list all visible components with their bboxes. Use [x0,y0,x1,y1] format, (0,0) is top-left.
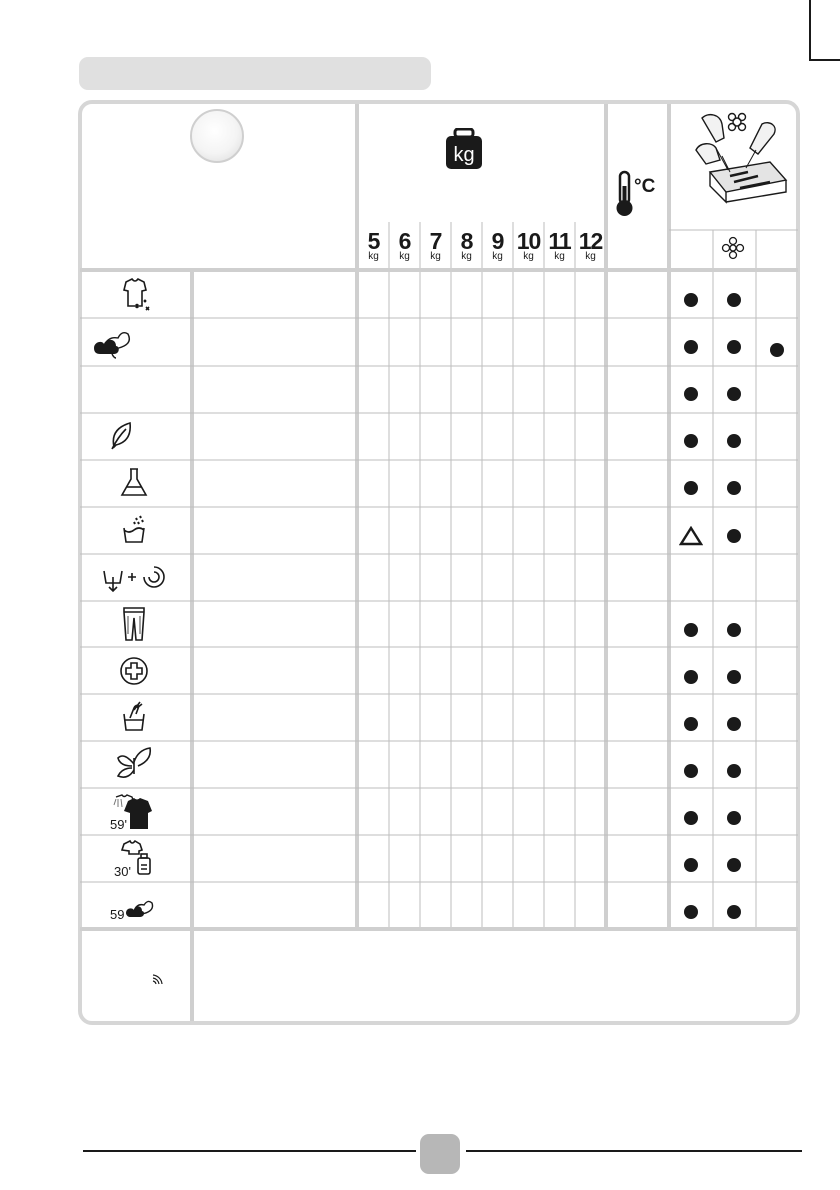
thermometer-icon [612,170,672,218]
hygiene-icon [94,651,174,691]
drain-spin-icon [96,557,176,597]
rinse-spray-icon [94,510,174,550]
cotton-59-icon [94,885,174,925]
marker-triangle [679,526,703,546]
temperature-unit-label: °C [634,176,656,197]
load-capacity-11: 11 kg [548,228,571,262]
footer-rule-right [466,1150,802,1152]
marker-dot [684,811,698,825]
marker-dot [684,293,698,307]
marker-dot [684,670,698,684]
marker-dot [727,905,741,919]
shirt-sparkle-icon [94,274,174,314]
mixed-59-icon [94,791,174,831]
load-capacity-7: 7 kg [429,228,442,262]
marker-dot [684,387,698,401]
marker-dot [684,717,698,731]
jeans-icon [94,604,174,644]
cotton-59-label: 59 [110,907,125,922]
rapid-30-icon [94,838,174,878]
marker-dot [684,905,698,919]
marker-dot [684,858,698,872]
detergent-drawer-icon [690,110,794,206]
load-capacity-12: 12 kg [578,228,603,262]
mixed-59-label: 59' [110,817,127,831]
marker-dot [727,434,741,448]
marker-dot [684,623,698,637]
leaf-icon [90,415,170,455]
marker-dot [727,670,741,684]
marker-dot [727,623,741,637]
footer-rule-left [83,1150,416,1152]
delicate-butterfly-icon [94,744,174,784]
marker-dot [727,340,741,354]
marker-dot [727,811,741,825]
load-capacity-6: 6 kg [398,228,411,262]
softener-flower-icon [721,236,745,260]
marker-dot [727,293,741,307]
marker-dot [684,481,698,495]
page-number-tab [420,1134,460,1174]
marker-dot [727,481,741,495]
cotton-flower-icon [86,322,166,362]
marker-dot [727,764,741,778]
marker-dot [684,340,698,354]
weight-kg-icon [445,128,483,170]
marker-dot [727,858,741,872]
program-selector-knob [190,109,244,163]
load-capacity-9: 9 kg [491,228,504,262]
marker-dot [684,764,698,778]
marker-dot [684,434,698,448]
marker-dot [727,529,741,543]
load-capacity-8: 8 kg [460,228,473,262]
wifi-icon [151,972,165,986]
load-capacity-10: 10 kg [516,228,541,262]
rapid-30-label: 30' [114,864,131,878]
marker-dot [770,343,784,357]
load-capacity-5: 5 kg [367,228,380,262]
hand-wash-icon [94,698,174,738]
flask-icon [94,463,174,503]
weight-kg-label: kg [453,144,475,166]
marker-dot [727,717,741,731]
marker-dot [727,387,741,401]
